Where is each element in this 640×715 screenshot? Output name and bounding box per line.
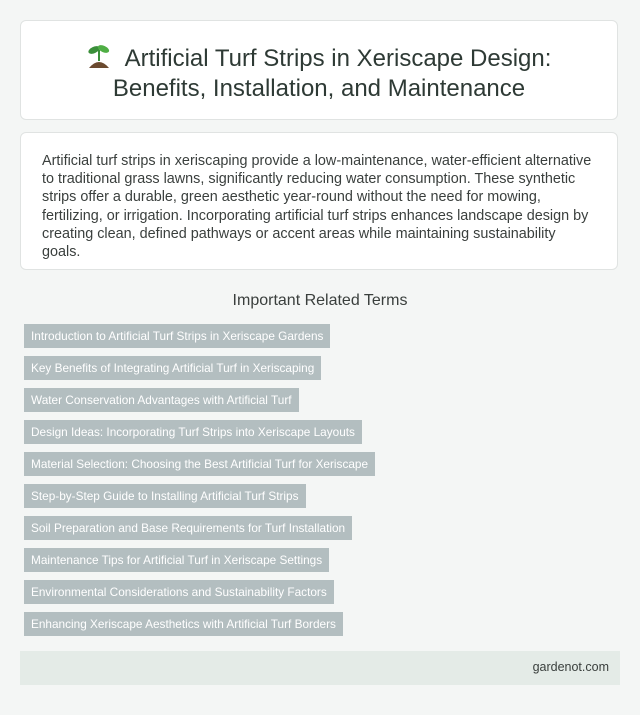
sprout-icon [87,43,111,69]
related-term-tag[interactable]: Material Selection: Choosing the Best Artificial Turf for Xeriscape [24,452,375,476]
title-card [20,20,618,120]
related-term-tag[interactable]: Key Benefits of Integrating Artificial Turf in Xeriscaping [24,356,321,380]
related-term-tag[interactable]: Environmental Considerations and Sustainability Factors [24,580,334,604]
related-term-tag[interactable]: Water Conservation Advantages with Artificial Turf [24,388,299,412]
title-line-2: Benefits, Installation, and Maintenance [112,75,526,102]
related-term-tag[interactable]: Introduction to Artificial Turf Strips in Xeriscape Gardens [24,324,330,348]
related-term-tag[interactable]: Soil Preparation and Base Requirements for Turf Installation [24,516,352,540]
page-title [21,43,617,104]
related-term-tag[interactable]: Step-by-Step Guide to Installing Artificial Turf Strips [24,484,306,508]
related-term-tag[interactable]: Maintenance Tips for Artificial Turf in Xeriscape Settings [24,548,329,572]
title-line-1: Artificial Turf Strips in Xeriscape Design: [124,45,552,72]
related-terms-heading: Important Related Terms [232,292,408,309]
footer [20,651,620,685]
related-term-tag[interactable]: Enhancing Xeriscape Aesthetics with Artificial Turf Borders [24,612,343,636]
related-term-tag[interactable]: Design Ideas: Incorporating Turf Strips into Xeriscape Layouts [24,420,362,444]
intro-paragraph: Artificial turf strips in xeriscaping provide a low-maintenance, water-efficient alternative to traditional grass lawns, significantly reducing water consumption. These synthetic strips offer a durable, green aesthetic year-round without the need for mowing, fertilizing, or irrigation. Incorporating artificial turf strips enhances landscape design by creating clean, defined pathways or accent areas while maintaining sustainability goals. [42,153,592,261]
footer-site-link[interactable]: gardenot.com [532,660,609,674]
intro-card [20,132,618,270]
